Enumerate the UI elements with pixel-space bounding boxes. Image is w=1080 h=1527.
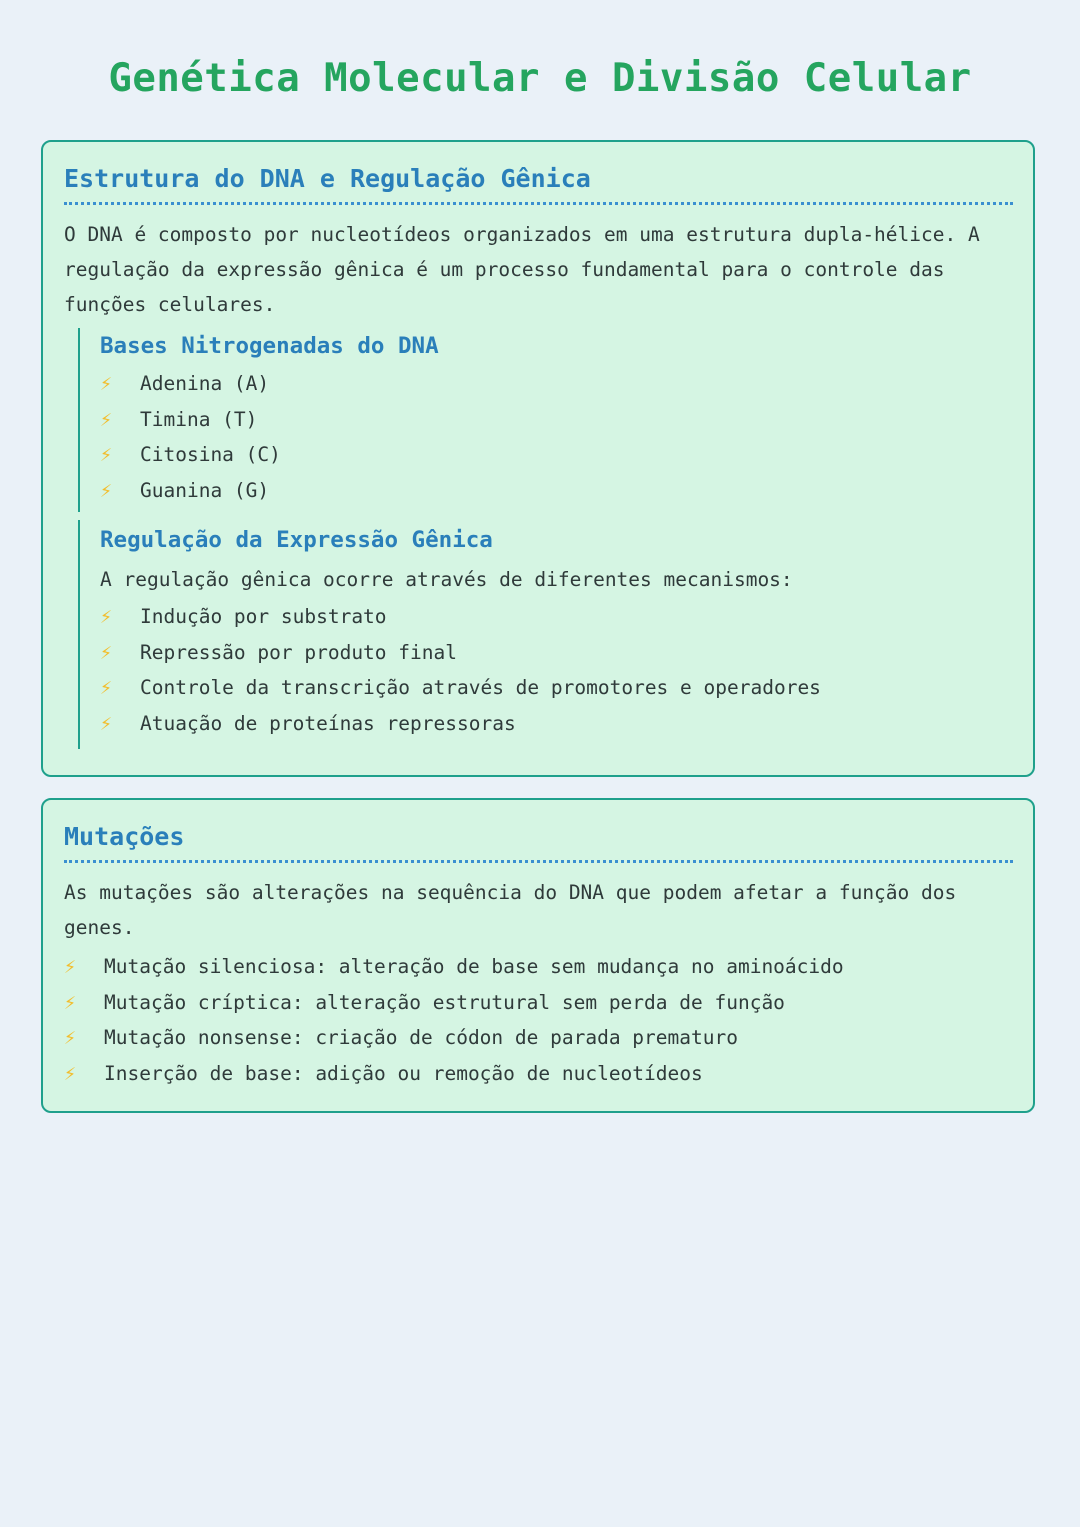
section-card-mutations — [41, 798, 1035, 1113]
list-item-text: Adenina (A) — [140, 372, 270, 395]
list-item — [64, 1056, 1013, 1092]
mutations-list — [64, 949, 1013, 1091]
list-item — [100, 706, 1013, 742]
list-item-text: Repressão por produto final — [140, 640, 457, 664]
lightning-bolt-icon: ⚡ — [100, 406, 113, 431]
list-item-text: Timina (T) — [140, 407, 258, 431]
list-item — [64, 1020, 1013, 1056]
list-item-text: Inserção de base: adição ou remoção de nucleotídeos — [104, 1061, 703, 1085]
section-intro: O DNA é composto por nucleotídeos organizados em uma estrutura dupla-hélice. A regulação da expressão gênica é um processo fundamental para o controle das funções celulares. — [64, 223, 980, 316]
list-item — [100, 473, 1013, 509]
section-title: Mutações — [64, 820, 1013, 863]
list-item-text: Atuação de proteínas repressoras — [140, 711, 516, 735]
list-item-text: Citosina (C) — [140, 443, 281, 466]
page-title: Genética Molecular e Divisão Celular — [108, 56, 972, 101]
list-item-text: Mutação críptica: alteração estrutural sem perda de função — [104, 990, 785, 1014]
list-item-text: Indução por substrato — [140, 605, 387, 628]
list-item — [100, 402, 1013, 438]
lightning-bolt-icon: ⚡ — [100, 604, 113, 628]
section-title: Estrutura do DNA e Regulação Gênica — [64, 162, 1013, 205]
list-item — [100, 437, 1013, 473]
subsection-nitrogenous-bases — [78, 328, 1013, 512]
list-item — [100, 635, 1013, 671]
list-item-text: Mutação silenciosa: alteração de base sem mudança no aminoácido — [104, 955, 844, 978]
lightning-bolt-icon: ⚡ — [64, 1060, 77, 1085]
lightning-bolt-icon: ⚡ — [100, 477, 113, 502]
list-item — [100, 599, 1013, 635]
list-item — [100, 670, 1013, 706]
lightning-bolt-icon: ⚡ — [100, 710, 113, 735]
lightning-bolt-icon: ⚡ — [100, 639, 113, 664]
lightning-bolt-icon: ⚡ — [64, 954, 77, 978]
section-card-dna-structure — [41, 140, 1035, 777]
subsection-intro: A regulação gênica ocorre através de diferentes mecanismos: — [100, 568, 793, 591]
list-item-text: Guanina (G) — [140, 478, 270, 502]
lightning-bolt-icon: ⚡ — [100, 442, 113, 466]
list-item — [64, 949, 1013, 985]
list-item — [100, 366, 1013, 402]
section-intro: As mutações são alterações na sequência do DNA que podem afetar a função dos genes. — [64, 881, 957, 939]
list-item-text: Controle da transcrição através de promotores e operadores — [140, 676, 821, 699]
subsection-title: Regulação da Expressão Gênica — [100, 527, 493, 553]
subsection-title: Bases Nitrogenadas do DNA — [100, 333, 439, 359]
regulation-list — [100, 599, 1013, 749]
subsection-gene-regulation — [78, 520, 1013, 749]
lightning-bolt-icon: ⚡ — [100, 675, 113, 699]
list-item-text: Mutação nonsense: criação de códon de parada prematuro — [104, 1026, 738, 1049]
lightning-bolt-icon: ⚡ — [64, 989, 77, 1014]
lightning-bolt-icon: ⚡ — [64, 1025, 77, 1049]
lightning-bolt-icon: ⚡ — [100, 371, 113, 395]
bases-list — [100, 366, 1013, 512]
list-item — [64, 985, 1013, 1021]
